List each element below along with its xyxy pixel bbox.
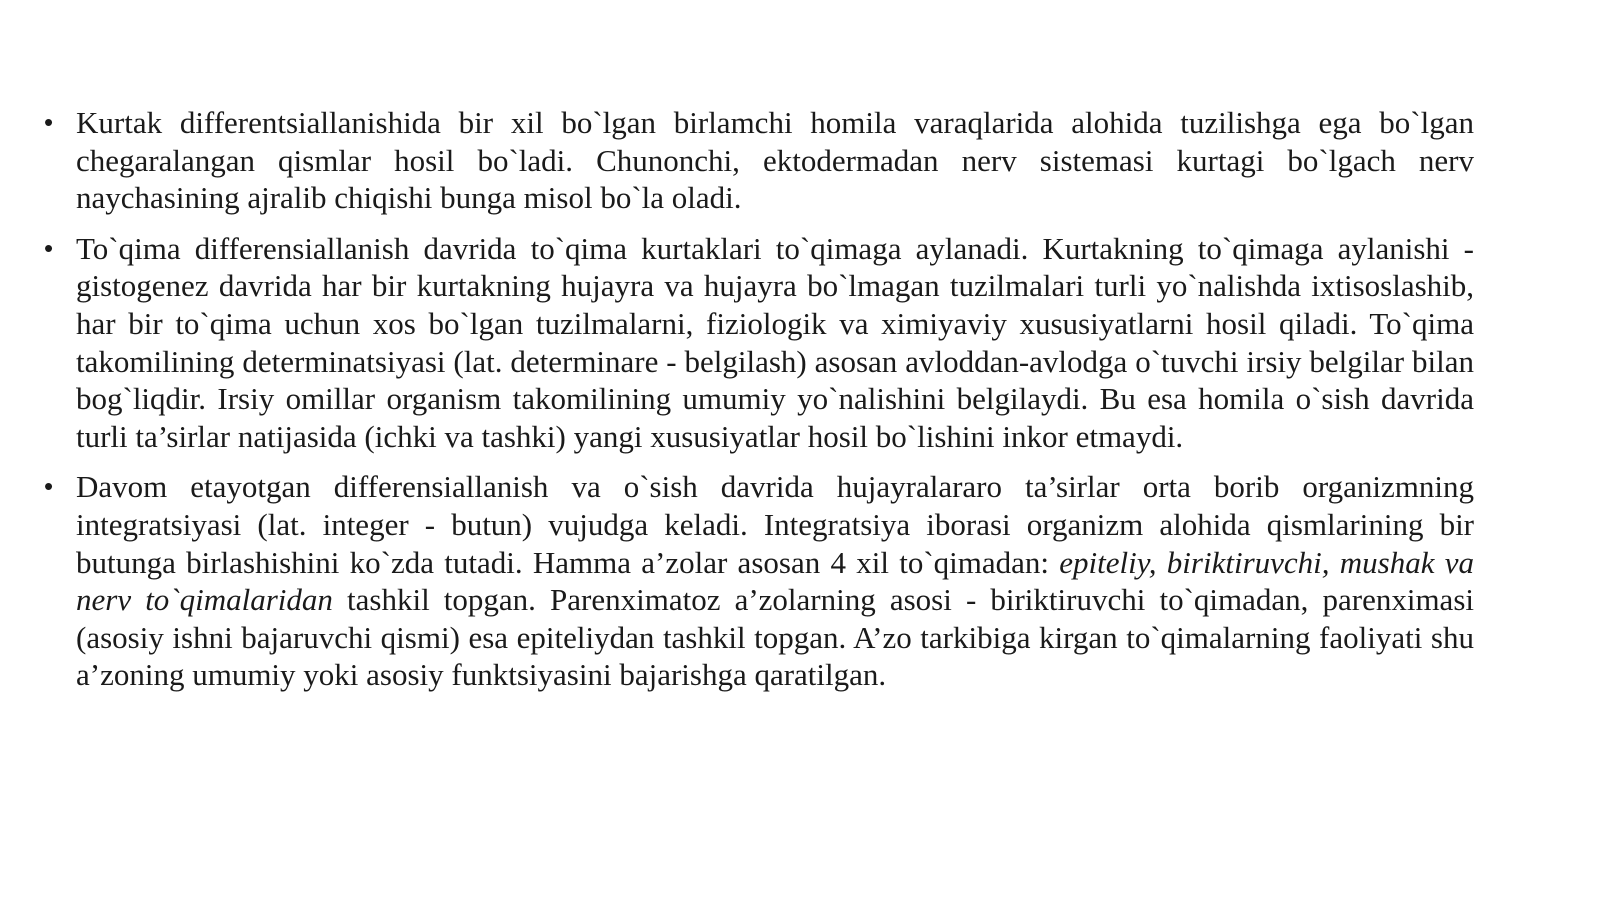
- bullet-icon: •: [44, 107, 54, 137]
- bullet-text-before: Davom etayotgan differensiallanish va o`sish davrida hujayralararo ta’sirlar orta borib organizmning integratsiyasi (lat. integer - butun) vujudga keladi. Integratsiya iborasi organizm alohida qismlarining bir butunga birlashishini ko`zda tutadi. Hamma a’zolar asosan 4 xil to`qimadan:: [76, 469, 1474, 580]
- bullet-icon: •: [44, 471, 54, 502]
- bullet-item-2: [44, 230, 1474, 456]
- bullet-icon: •: [44, 232, 54, 263]
- bullet-text-italic: epiteliy, biriktiruvchi, mushak va nerv to`qimalaridan: [76, 544, 1474, 618]
- bullet-text: To`qima differensiallanish davrida to`qima kurtaklari to`qimaga aylanadi. Kurtakning to`qimaga aylanishi - gistogenez davrida har bir kurtakning hujayra va hujayra bo`lmagan tuzilmalari turli yo`nalishda ixtisoslashib, har bir to`qima uchun xos bo`lgan tuzilmalarni, fiziologik va ximiyaviy xususiyatlarni hosil qiladi. To`qima takomilining determinatsiyasi (lat. determinare - belgilash) asosan avloddan-avlodga o`tuvchi irsiy belgilar bilan bog`liqdir. Irsiy omillar organism takomilining umumiy yo`nalishini belgilaydi. Bu esa homila o`sish davrida turli ta’sirlar natijasida (ichki va tashki) yangi xususiyatlar hosil bo`lishini inkor etmaydi.: [76, 230, 1474, 454]
- bullet-item-1: [44, 104, 1474, 217]
- bullet-text: Kurtak differentsiallanishida bir xil bo`lgan birlamchi homila varaqlarida alohida tuzilishga ega bo`lgan chegaralangan qismlar hosil bo`ladi. Chunonchi, ektodermadan nerv sistemasi kurtagi bo`lgach nerv naychasining ajralib chiqishi bunga misol bo`la oladi.: [76, 105, 1474, 216]
- bullet-item-3: [44, 468, 1474, 694]
- bullet-text-after: tashkil topgan. Parenximatoz a’zolarning asosi - biriktiruvchi to`qimadan, parenximasi (asosiy ishni bajaruvchi qismi) esa epiteliydan tashkil topgan. A’zo tarkibiga kirgan to`qimalarning faoliyati shu a’zoning umumiy yoki asosiy funktsiyasini bajarishga qaratilgan.: [76, 582, 1474, 693]
- bullet-list: [44, 104, 1474, 707]
